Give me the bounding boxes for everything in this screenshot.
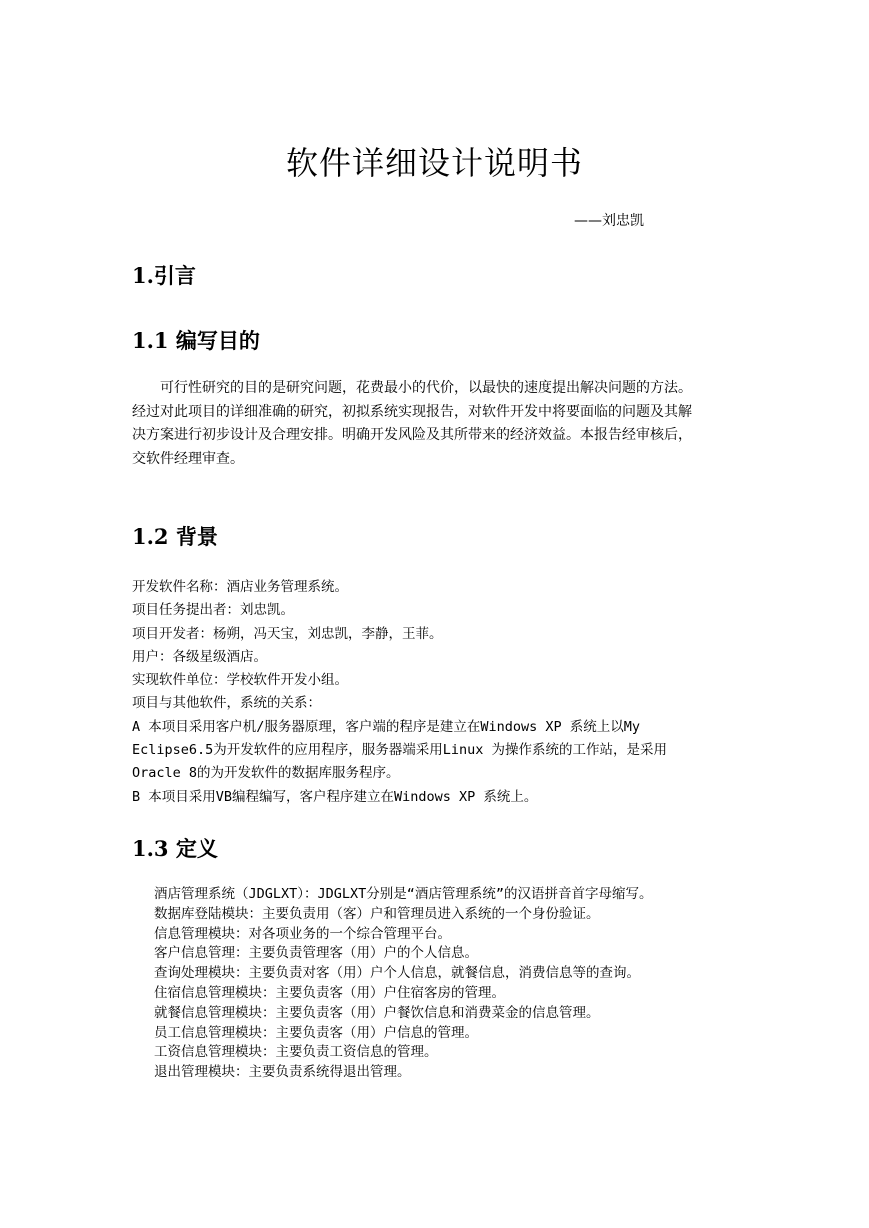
definition-item: 客户信息管理：主要负责管理客（用）户的个人信息。 <box>154 945 478 962</box>
definition-item: 数据库登陆模块：主要负责用（客）户和管理员进入系统的一个身份验证。 <box>154 905 600 922</box>
background-line: 实现软件单位：学校软件开发小组。 <box>132 672 348 689</box>
background-list <box>132 576 752 809</box>
document-title: 软件详细设计说明书 <box>285 144 583 182</box>
section-heading-definitions: 1.3 定义 <box>132 836 218 861</box>
definition-item: 查询处理模块：主要负责对客（用）户个人信息，就餐信息，消费信息等的查询。 <box>154 965 640 982</box>
background-line: B 本项目采用VB编程编写，客户程序建立在Windows XP 系统上。 <box>132 788 538 805</box>
section-heading-purpose: 1.1 编写目的 <box>132 328 260 353</box>
background-line: Oracle 8的为开发软件的数据库服务程序。 <box>132 765 400 782</box>
purpose-line: 经过对此项目的详细准确的研究，初拟系统实现报告，对软件开发中将要面临的问题及其解 <box>132 403 692 420</box>
definition-item: 住宿信息管理模块：主要负责客（用）户住宿客房的管理。 <box>154 984 505 1001</box>
background-line: 项目开发者：杨朔，冯天宝，刘忠凯，李静，王菲。 <box>132 625 443 642</box>
background-line: A 本项目采用客户机/服务器原理，客户端的程序是建立在Windows XP 系统上以My <box>132 718 641 735</box>
purpose-line: 交软件经理审查。 <box>132 450 244 467</box>
definition-item: 信息管理模块：对各项业务的一个综合管理平台。 <box>154 925 451 942</box>
background-line: Eclipse6.5为开发软件的应用程序，服务器端采用Linux 为操作系统的工作站，是采用 <box>132 742 668 759</box>
definitions-list <box>154 885 754 1083</box>
background-line: 项目与其他软件，系统的关系： <box>132 695 321 712</box>
definition-item: 工资信息管理模块：主要负责工资信息的管理。 <box>154 1044 438 1061</box>
document-author: ——刘忠凯 <box>574 213 644 229</box>
purpose-line: 可行性研究的目的是研究问题，花费最小的代价，以最快的速度提出解决问题的方法。 <box>160 380 692 396</box>
section-heading-intro: 1.引言 <box>132 263 196 288</box>
background-line: 开发软件名称：酒店业务管理系统。 <box>132 579 348 595</box>
background-line: 项目任务提出者：刘忠凯。 <box>132 602 294 619</box>
definition-item: 退出管理模块：主要负责系统得退出管理。 <box>154 1064 411 1081</box>
purpose-paragraph <box>132 377 742 471</box>
definition-item: 员工信息管理模块：主要负责客（用）户信息的管理。 <box>154 1024 478 1041</box>
definition-item: 酒店管理系统（JDGLXT）：JDGLXT分别是“酒店管理系统”的汉语拼音首字母缩写。 <box>154 886 653 902</box>
purpose-line: 决方案进行初步设计及合理安排。明确开发风险及其所带来的经济效益。本报告经审核后， <box>132 427 692 443</box>
background-line: 用户：各级星级酒店。 <box>132 648 267 665</box>
section-heading-background: 1.2 背景 <box>132 524 218 549</box>
definition-item: 就餐信息管理模块：主要负责客（用）户餐饮信息和消费菜金的信息管理。 <box>154 1004 600 1021</box>
